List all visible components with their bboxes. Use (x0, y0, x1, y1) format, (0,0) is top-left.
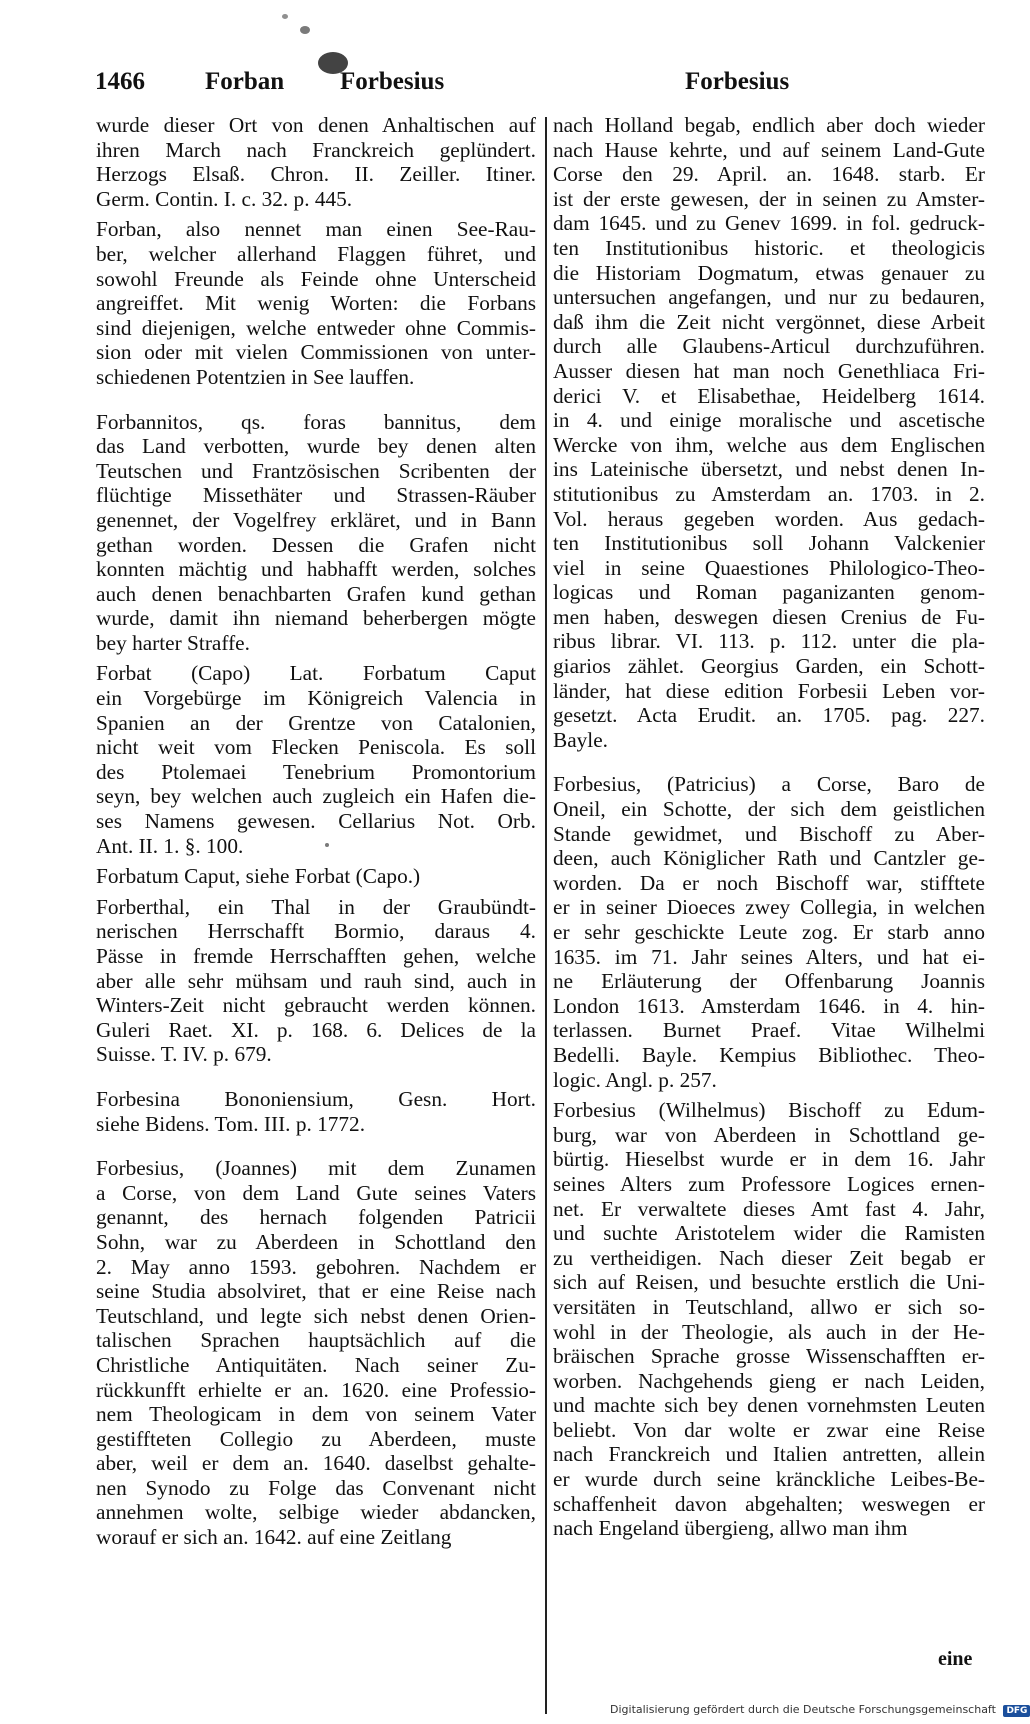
text-line: Bayle. (553, 727, 608, 752)
text-line: des Ptolemaei Tenebrium Promontorium (96, 759, 536, 784)
text-line: deen, auch Königlicher Rath und Cantzler ge- (553, 846, 985, 871)
text-line: stitutionibus zu Amsterdam an. 1703. in 2. (553, 481, 985, 506)
paragraph (96, 1156, 536, 1550)
text-line: logicas und Roman paganizanten genom- (553, 580, 985, 605)
catchword: eine (938, 1648, 973, 1670)
text-line: untersuchen angefangen, und nur zu bedauren, (553, 285, 985, 310)
text-line: und machte sich bey denen vornehmsten Leuten (553, 1393, 985, 1418)
text-line: ihren March nach Franckreich geplündert. (96, 137, 536, 162)
footer-text: Digitalisierung gefördert durch die Deutsche Forschungsgemeinschaft (610, 1703, 996, 1716)
text-line: rückkunfft erhielte er an. 1620. eine Professio- (96, 1377, 536, 1402)
text-line: ses Namens gewesen. Cellarius Not. Orb. (96, 809, 536, 834)
text-line: wurde dieser Ort von denen Anhaltischen auf (96, 113, 536, 137)
text-line: gestiffteten Collegio zu Aberdeen, muste (96, 1426, 536, 1451)
text-line: nen Synodo zu Folge das Convenant nicht (96, 1475, 536, 1500)
text-line: angreiffet. Mit wenig Worten: die Forbans (96, 291, 536, 316)
text-line: seyn, bey welchen auch zugleich ein Hafen die- (96, 784, 536, 809)
paragraph (96, 217, 536, 389)
running-header (95, 68, 975, 108)
text-line: bürtig. Hieselbst wurde er in dem 16. Jahr (553, 1147, 985, 1172)
text-line: nerischen Herrschafft Bormio, daraus 4. (96, 919, 536, 944)
text-line: worden. Da er noch Bischoff war, stifftete (553, 870, 985, 895)
text-line: ist der erste gewesen, der in seinen zu Amster- (553, 186, 985, 211)
text-line: zu vertheidigen. Nach dieser Zeit begab er (553, 1245, 985, 1270)
text-line: Vol. heraus gegeben worden. Aus gedach- (553, 506, 985, 531)
text-line: wohl in der Theologie, als auch in der He- (553, 1319, 985, 1344)
paragraph (96, 113, 536, 211)
header-keyword-right: Forbesius (685, 68, 790, 95)
text-line: Herzogs Elsaß. Chron. II. Zeiller. Itiner. (96, 162, 536, 187)
text-line: beliebt. Von dar wolte er zwar eine Reise (553, 1417, 985, 1442)
text-line: Bedelli. Bayle. Kempius Bibliothec. Theo- (553, 1042, 985, 1067)
header-keyword-left: Forban (205, 68, 285, 95)
text-line: annehmen wolte, selbige wieder abdancken, (96, 1500, 536, 1525)
text-line: sion oder mit vielen Commissionen von unter- (96, 340, 536, 365)
text-line: Sohn, war zu Aberdeen in Schottland den (96, 1229, 536, 1254)
left-text-column (96, 113, 536, 1556)
text-line: derici V. et Elisabethae, Heidelberg 1614. (553, 383, 985, 408)
text-line: durch alle Glaubens-Articul durchzuführen. (553, 334, 985, 359)
text-line: nach Engeland übergieng, allwo man ihm (553, 1516, 908, 1541)
text-line: worauf er sich an. 1642. auf eine Zeitlang (96, 1525, 452, 1550)
paragraph (96, 895, 536, 1067)
text-line: seine Studia absolviret, that er eine Reise nach (96, 1279, 536, 1304)
text-line: Germ. Contin. I. c. 32. p. 445. (96, 186, 353, 211)
text-line: daß ihm die Zeit nicht vergönnet, diese Arbeit (553, 309, 985, 334)
text-line: Guleri Raet. XI. p. 168. 6. Delices de la (96, 1017, 536, 1042)
text-line: nach Franckreich und Italien antretten, allein (553, 1442, 985, 1467)
text-line: aber, weil er dem an. 1640. daselbst gehalte- (96, 1451, 536, 1476)
text-line: Forbatum Caput, siehe Forbat (Capo.) (96, 864, 421, 889)
text-line: konnten mächtig und habhafft werden, solches (96, 557, 536, 582)
text-line: bey harter Straffe. (96, 630, 250, 655)
text-line: talischen Sprachen hauptsächlich auf die (96, 1328, 536, 1353)
text-line: 2. May anno 1593. gebohren. Nachdem er (96, 1254, 536, 1279)
text-line: Forberthal, ein Thal in der Graubündt- (96, 894, 536, 919)
column-divider (545, 117, 547, 1714)
text-line: Forbesius, (Joannes) mit dem Zunamen (96, 1156, 536, 1181)
text-line: London 1613. Amsterdam 1646. in 4. hin- (553, 993, 985, 1018)
text-line: Forbesina Bononiensium, Gesn. Hort. (96, 1086, 536, 1111)
text-line: er wurde durch seine kränckliche Leibes-Be- (553, 1467, 985, 1492)
text-line: ber, welcher allerhand Flaggen führet, und (96, 241, 536, 266)
paragraph (553, 772, 985, 1092)
text-line: nach Holland begab, endlich aber doch wieder (553, 113, 985, 137)
paragraph (553, 113, 985, 752)
text-line: ins Lateinische übersetzt, und nebst denen In- (553, 457, 985, 482)
text-line: gesetzt. Acta Erudit. an. 1705. pag. 227. (553, 703, 985, 728)
paragraph (96, 864, 536, 889)
text-line: bräischen Sprache grosse Wissenschafften er- (553, 1344, 985, 1369)
header-keyword-middle: Forbesius (340, 68, 445, 95)
text-line: a Corse, von dem Land Gute seines Vaters (96, 1180, 536, 1205)
text-line: auch denen benachbarten Grafen kund gethan (96, 581, 536, 606)
text-line: burg, war von Aberdeen in Schottland ge- (553, 1122, 985, 1147)
text-line: Suisse. T. IV. p. 679. (96, 1042, 272, 1067)
text-line: gethan worden. Dessen die Grafen nicht (96, 532, 536, 557)
text-line: 1635. im 71. Jahr seines Alters, und hat ei- (553, 944, 985, 969)
digitization-footer (610, 1703, 1028, 1721)
text-line: in 4. und einige moralische und ascetische (553, 408, 985, 433)
paragraph (96, 661, 536, 858)
text-line: siehe Bidens. Tom. III. p. 1772. (96, 1111, 366, 1136)
text-line: ten Institutionibus soll Johann Valckenier (553, 531, 985, 556)
text-line: sind diejenigen, welche entweder ohne Commis- (96, 315, 536, 340)
text-line: genannt, des hernach folgenden Patricii (96, 1205, 536, 1230)
paragraph (96, 1087, 536, 1136)
text-line: ten Institutionibus historic. et theologicis (553, 235, 985, 260)
dfg-logo: DFG (1003, 1705, 1030, 1717)
text-line: sowohl Freunde als Feinde ohne Unterscheid (96, 266, 536, 291)
text-line: ne Erläuterung der Offenbarung Joannis (553, 969, 985, 994)
text-line: und suchte Aristotelem wider die Ramisten (553, 1221, 985, 1246)
text-line: er in seiner Dioeces zwey Collegia, in welchen (553, 895, 985, 920)
text-line: ribus librar. VI. 113. p. 112. unter die pla- (553, 629, 985, 654)
text-line: genennet, der Vogelfrey erkläret, und in Bann (96, 507, 536, 532)
text-line: Spanien an der Grentze von Catalonien, (96, 710, 536, 735)
text-line: schiedenen Potentzien in See lauffen. (96, 364, 415, 389)
text-line: aber alle sehr mühsam und rauh sind, auch in (96, 968, 536, 993)
text-line: Forbesius, (Patricius) a Corse, Baro de (553, 772, 985, 797)
text-line: seines Alters zum Professore Logices ernen- (553, 1171, 985, 1196)
text-line: logic. Angl. p. 257. (553, 1067, 717, 1092)
text-line: Ant. II. 1. §. 100. (96, 833, 244, 858)
text-line: giarios zählet. Georgius Garden, ein Schott- (553, 654, 985, 679)
text-line: wurde, damit ihn niemand beherbergen mögte (96, 606, 536, 631)
text-line: länder, hat diese edition Forbesii Leben vor- (553, 678, 985, 703)
paragraph (96, 410, 536, 656)
text-line: flüchtige Missethäter und Strassen-Räuber (96, 483, 536, 508)
text-line: nach Hause kehrte, und auf seinem Land-Gute (553, 137, 985, 162)
text-line: terlassen. Burnet Praef. Vitae Wilhelmi (553, 1018, 985, 1043)
text-line: Ausser diesen hat man noch Genethliaca Fri- (553, 358, 985, 383)
text-line: er sehr geschickte Leute zog. Er starb anno (553, 920, 985, 944)
text-line: viel in seine Quaestiones Philologico-Theo- (553, 555, 985, 580)
text-line: Corse den 29. April. an. 1648. starb. Er (553, 162, 985, 187)
text-line: nem Theologicam in dem von seinem Vater (96, 1402, 536, 1427)
text-line: Teutschland, und legte sich nebst denen Orien- (96, 1303, 536, 1328)
text-line: Stande gewidmet, und Bischoff zu Aber- (553, 821, 985, 846)
text-line: Forbannitos, qs. foras bannitus, dem (96, 409, 536, 434)
text-line: Forbesius (Wilhelmus) Bischoff zu Edum- (553, 1098, 985, 1123)
text-line: ein Vorgebürge im Königreich Valencia in (96, 686, 536, 711)
ink-speck (282, 14, 288, 19)
text-line: Pässe in fremde Herrschafften gehen, welche (96, 944, 536, 968)
text-line: sich auf Reisen, und besuchte erstlich die Uni- (553, 1270, 985, 1295)
text-line: die Historiam Dogmatum, etwas genauer zu (553, 260, 985, 285)
text-line: Forban, also nennet man einen See-Rau- (96, 217, 536, 242)
text-line: Wercke von ihm, welche aus dem Englischen (553, 432, 985, 457)
text-line: das Land verbotten, wurde bey denen alten (96, 434, 536, 459)
text-line: net. Er verwaltete dieses Amt fast 4. Jahr, (553, 1196, 985, 1221)
text-line: men haben, deswegen diesen Crenius de Fu- (553, 604, 985, 629)
text-line: schaffenheit davon abgehalten; weswegen er (553, 1491, 985, 1516)
page-number: 1466 (95, 68, 145, 95)
text-line: versitäten in Teutschland, allwo er sich so- (553, 1294, 985, 1319)
text-line: worben. Nachgehends gieng er nach Leiden, (553, 1368, 985, 1393)
text-line: Oneil, ein Schotte, der sich dem geistlichen (553, 797, 985, 822)
text-line: Teutschen und Frantzösischen Scribenten der (96, 458, 536, 483)
ink-speck (300, 26, 310, 34)
right-text-column (553, 113, 985, 1547)
text-line: nicht weit vom Flecken Peniscola. Es soll (96, 735, 536, 760)
text-line: Forbat (Capo) Lat. Forbatum Caput (96, 661, 536, 686)
text-line: Christliche Antiquitäten. Nach seiner Zu- (96, 1352, 536, 1377)
paragraph (553, 1098, 985, 1541)
text-line: dam 1645. und zu Genev 1699. in fol. gedruck- (553, 211, 985, 236)
text-line: Winters-Zeit nicht gebraucht werden können. (96, 993, 536, 1018)
